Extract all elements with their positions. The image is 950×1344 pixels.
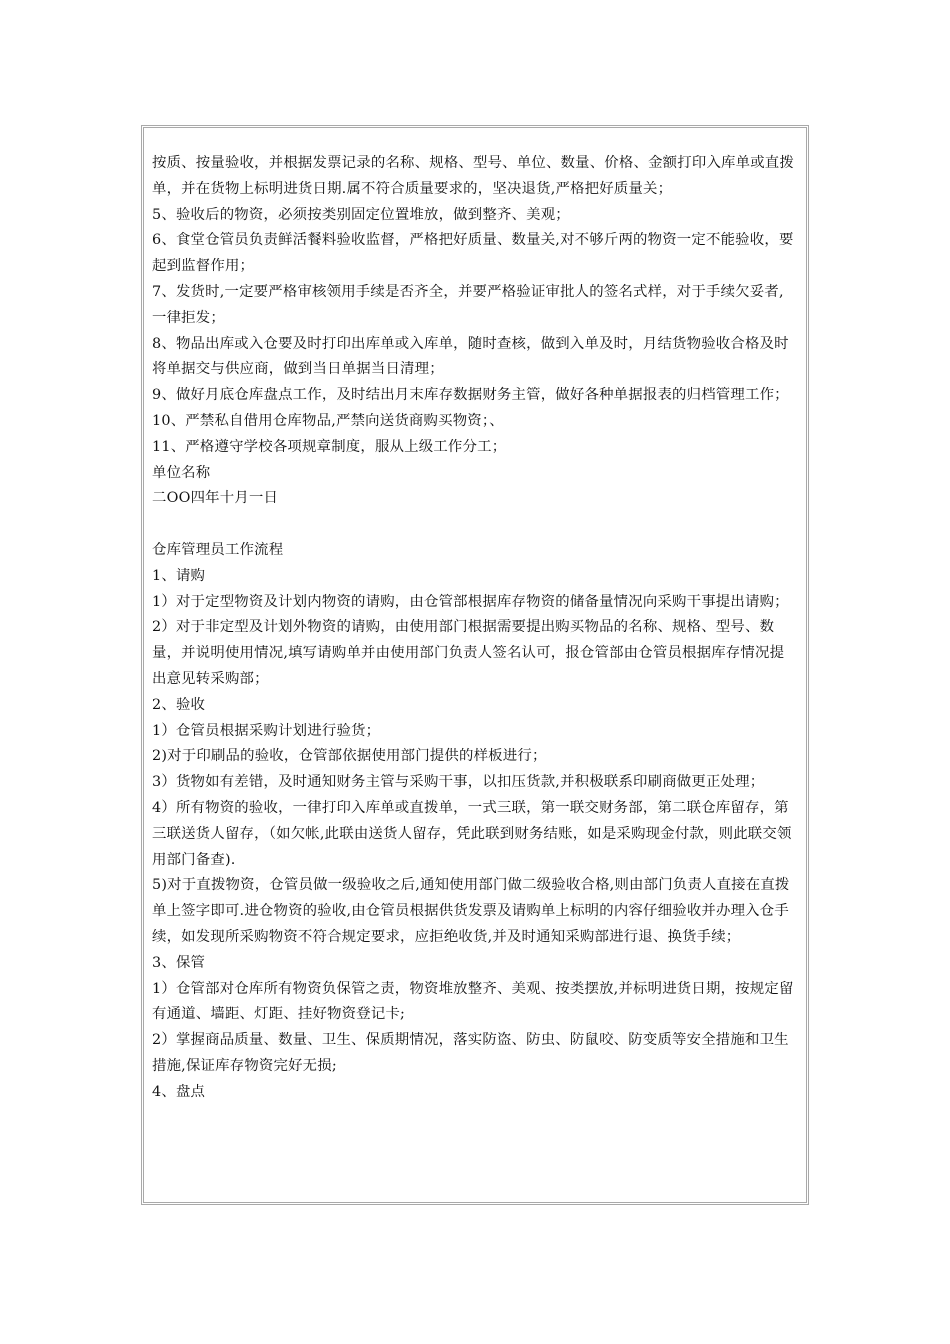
- acceptance-item-3: 3）货物如有差错，及时通知财务主管与采购干事，以扣压货款,并积极联系印刷商做更正处理；: [152, 774, 765, 791]
- section-title: 仓库管理员工作流程: [152, 541, 284, 558]
- acceptance-item-5: 5)对于直拨物资，仓管员做一级验收之后,通知使用部门做二级验收合格,则由部门负责人直接在直拨单上签字即可.进仓物资的验收,由仓管员根据供货发票及请购单上标明的内容仔细验收并办理入仓手续，如发现所采购物资不符合规定要求，应拒绝收货,并及时通知采购部进行退、换货手续；: [152, 877, 790, 945]
- heading-acceptance: 2、验收: [152, 696, 206, 713]
- acceptance-item-4: 4）所有物资的验收，一律打印入库单或直拨单，一式三联，第一联交财务部，第二联仓库留存，第三联送货人留存，（如欠帐,此联由送货人留存，凭此联到财务结账，如是采购现金付款，则此联交领用部门备查).: [152, 799, 792, 868]
- requisition-item-2: 2）对于非定型及计划外物资的请购，由使用部门根据需要提出购买物品的名称、规格、型号、数量，并说明使用情况,填写请购单并由使用部门负责人签名认可，报仓管部由仓管员根据库存情况提出意见转采购部；: [152, 619, 785, 687]
- storage-item-2: 2）掌握商品质量、数量、卫生、保质期情况，落实防盗、防虫、防鼠咬、防变质等安全措施和卫生措施,保证库存物资完好无损;: [152, 1032, 789, 1074]
- acceptance-item-2: 2)对于印刷品的验收，仓管部依据使用部门提供的样板进行；: [152, 748, 547, 765]
- document-frame: [141, 125, 809, 1205]
- rule-7: 7、发货时,一定要严格审核领用手续是否齐全，并要严格验证审批人的签名式样，对于手续欠妥者,一律拒发；: [152, 283, 784, 326]
- blank-line: [152, 512, 798, 538]
- organization-name: 单位名称: [152, 464, 211, 481]
- paragraph-acceptance-continued: 按质、按量验收，并根据发票记录的名称、规格、型号、单位、数量、价格、金额打印入库单或直拨单，并在货物上标明进货日期.属不符合质量要求的，坚决退货,严格把好质量关；: [152, 155, 794, 197]
- heading-inventory: 4、盘点: [152, 1083, 206, 1100]
- rule-11: 11、严格遵守学校各项规章制度，服从上级工作分工；: [152, 438, 507, 455]
- document-date: 二OO四年十月一日: [152, 490, 279, 507]
- requisition-item-1: 1）对于定型物资及计划内物资的请购，由仓管部根据库存物资的储备量情况向采购干事提出请购；: [152, 593, 789, 610]
- rule-6: 6、食堂仓管员负责鲜活餐料验收监督，严格把好质量、数量关,对不够斤两的物资一定不能验收，要起到监督作用；: [152, 232, 794, 275]
- heading-storage: 3、保管: [152, 954, 206, 971]
- document-body: [152, 151, 798, 1105]
- heading-requisition: 1、请购: [152, 567, 206, 584]
- rule-9: 9、做好月底仓库盘点工作，及时结出月末库存数据财务主管，做好各种单据报表的归档管理工作；: [152, 387, 789, 404]
- rule-5: 5、验收后的物资，必须按类别固定位置堆放，做到整齐、美观；: [152, 206, 570, 223]
- storage-item-1: 1）仓管部对仓库所有物资负保管之责，物资堆放整齐、美观、按类摆放,并标明进货日期，按规定留有通道、墙距、灯距、挂好物资登记卡;: [152, 980, 794, 1023]
- rule-8: 8、物品出库或入仓要及时打印出库单或入库单，随时查核，做到入单及时，月结货物验收合格及时将单据交与供应商，做到当日单据当日清理；: [152, 335, 789, 378]
- rule-10: 10、严禁私自借用仓库物品,严禁向送货商购买物资；、: [152, 412, 504, 429]
- acceptance-item-1: 1）仓管员根据采购计划进行验货；: [152, 722, 381, 739]
